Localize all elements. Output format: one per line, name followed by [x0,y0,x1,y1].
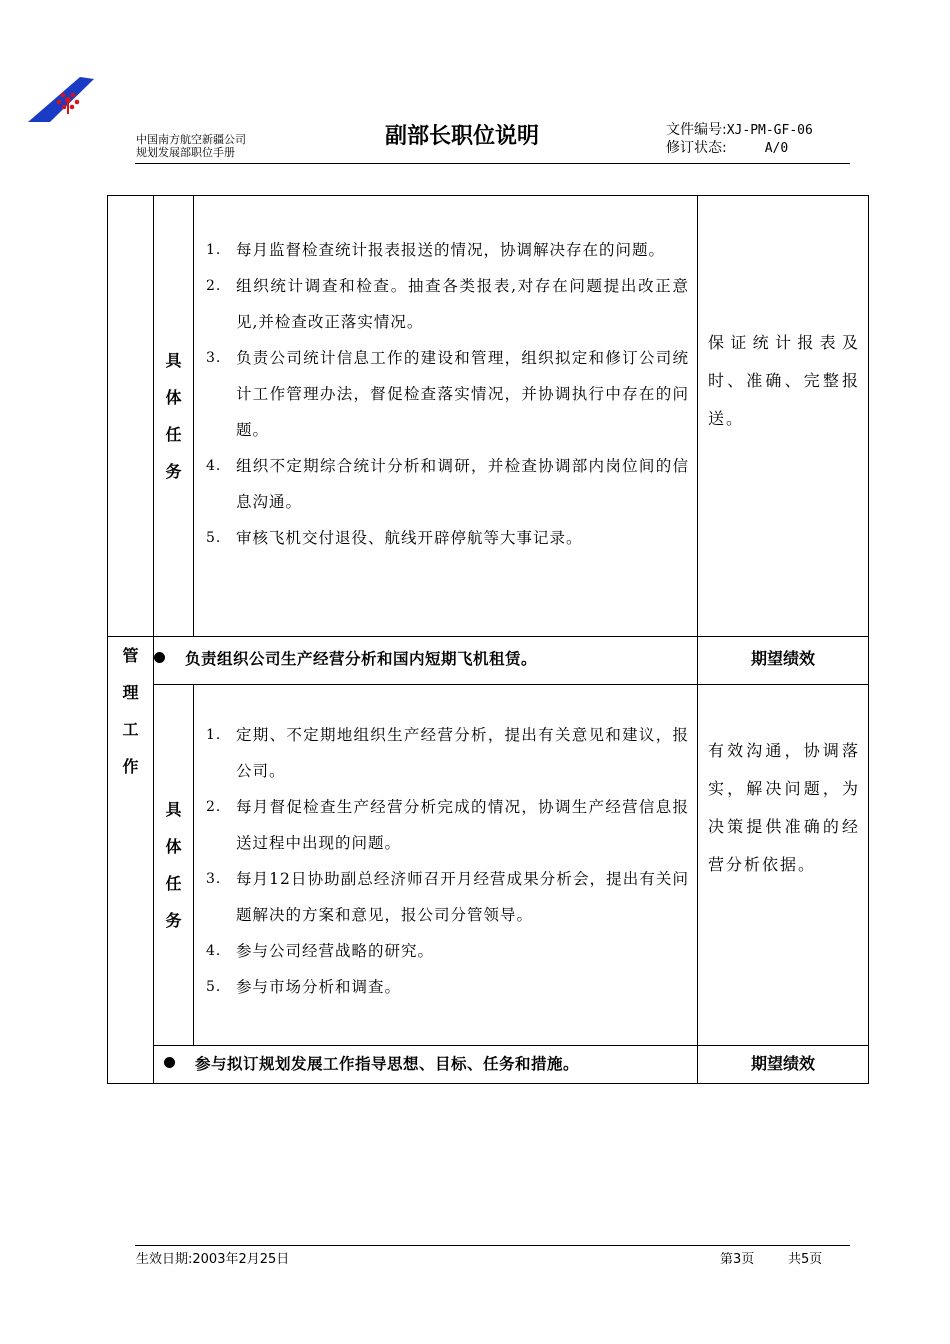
task-text: 每月监督检查统计报表报送的情况，协调解决存在的问题。 [236,241,666,259]
task-number: 4. [206,458,222,474]
task-number: 2. [206,278,222,294]
duty-2-text: 负责组织公司生产经营分析和国内短期飞机租赁。 [185,650,538,668]
task-list-2 [194,717,697,1005]
task-number: 3. [206,871,222,887]
task-block-2 [108,685,869,1046]
task-number: 1. [206,242,222,258]
performance-text-2: 有效沟通，协调落实，解决问题，为决策提供准确的经营分析依据。 [708,741,860,874]
task-item [206,232,689,268]
doc-number-value: XJ-PM-GF-06 [726,123,813,138]
section-label-text: 管 理 工 作 [122,646,139,776]
task-item [206,520,689,556]
section-label-top [108,196,154,637]
revision-status [666,137,788,157]
duty-2 [154,637,698,685]
task-item [206,268,689,340]
task-item [206,861,689,933]
task-text: 定期、不定期地组织生产经营分析，提出有关意见和建议，报公司。 [236,726,689,780]
duty-row-3 [108,1046,869,1084]
task-number: 5. [206,530,222,546]
task-item [206,969,689,1005]
task-text: 组织统计调查和检查。抽查各类报表,对存在问题提出改正意见,并检查改正落实情况。 [236,277,689,331]
revision-label: 修订状态: [666,140,727,156]
task-text: 审核飞机交付退役、航线开辟停航等大事记录。 [236,529,583,547]
page-title: 副部长职位说明 [385,124,540,149]
task-text: 负责公司统计信息工作的建设和管理，组织拟定和修订公司统计工作管理办法，督促检查落实情况，并协调执行中存在的问题。 [236,349,689,439]
performance-header-2: 期望绩效 [698,637,869,685]
doc-number [666,119,813,139]
duty-3-text: 参与拟订规划发展工作指导思想、目标、任务和措施。 [195,1055,580,1073]
task-list-1 [194,232,697,556]
performance-cell-2 [698,685,869,1046]
duty-3 [154,1046,698,1084]
manual-name: 规划发展部职位手册 [136,146,235,159]
task-number: 1. [206,727,222,743]
task-text: 每月督促检查生产经营分析完成的情况，协调生产经营信息报送过程中出现的问题。 [236,798,689,852]
task-item [206,717,689,789]
company-name: 中国南方航空新疆公司 [136,133,246,146]
footer-rule [135,1245,850,1246]
task-item [206,448,689,520]
task-text: 每月12日协助副总经济师召开月经营成果分析会，提出有关问题解决的方案和意见，报公司分管领导。 [236,870,689,924]
task-text: 参与公司经营战略的研究。 [236,942,435,960]
bullet-icon [154,652,165,663]
revision-value: A/0 [764,141,789,156]
task-item [206,789,689,861]
doc-number-label: 文件编号: [666,122,727,138]
task-list-cell-2 [194,685,698,1046]
task-list-cell [194,196,698,637]
page-total: 共5页 [788,1252,823,1267]
task-label-2 [154,685,194,1046]
bullet-icon [164,1057,175,1068]
task-label-text: 具 体 任 务 [165,351,182,481]
task-label [154,196,194,637]
performance-header-3: 期望绩效 [698,1046,869,1084]
header-rule [135,163,850,164]
task-block-1 [108,196,869,637]
company-logo [28,76,98,124]
job-description-table [107,195,869,1084]
task-number: 2. [206,799,222,815]
task-item [206,933,689,969]
task-text: 参与市场分析和调查。 [236,978,402,996]
task-text: 组织不定期综合统计分析和调研，并检查协调部内岗位间的信息沟通。 [236,457,689,511]
task-label-2-text: 具 体 任 务 [165,800,182,930]
performance-text-1: 保证统计报表及时、准确、完整报送。 [708,333,860,428]
effective-date: 生效日期:2003年2月25日 [136,1252,290,1267]
task-item [206,340,689,448]
page-number: 第3页 [720,1252,755,1267]
task-number: 5. [206,979,222,995]
task-number: 3. [206,350,222,366]
section-label [108,637,154,1084]
task-number: 4. [206,943,222,959]
duty-row-2 [108,637,869,685]
performance-cell-1 [698,196,869,637]
